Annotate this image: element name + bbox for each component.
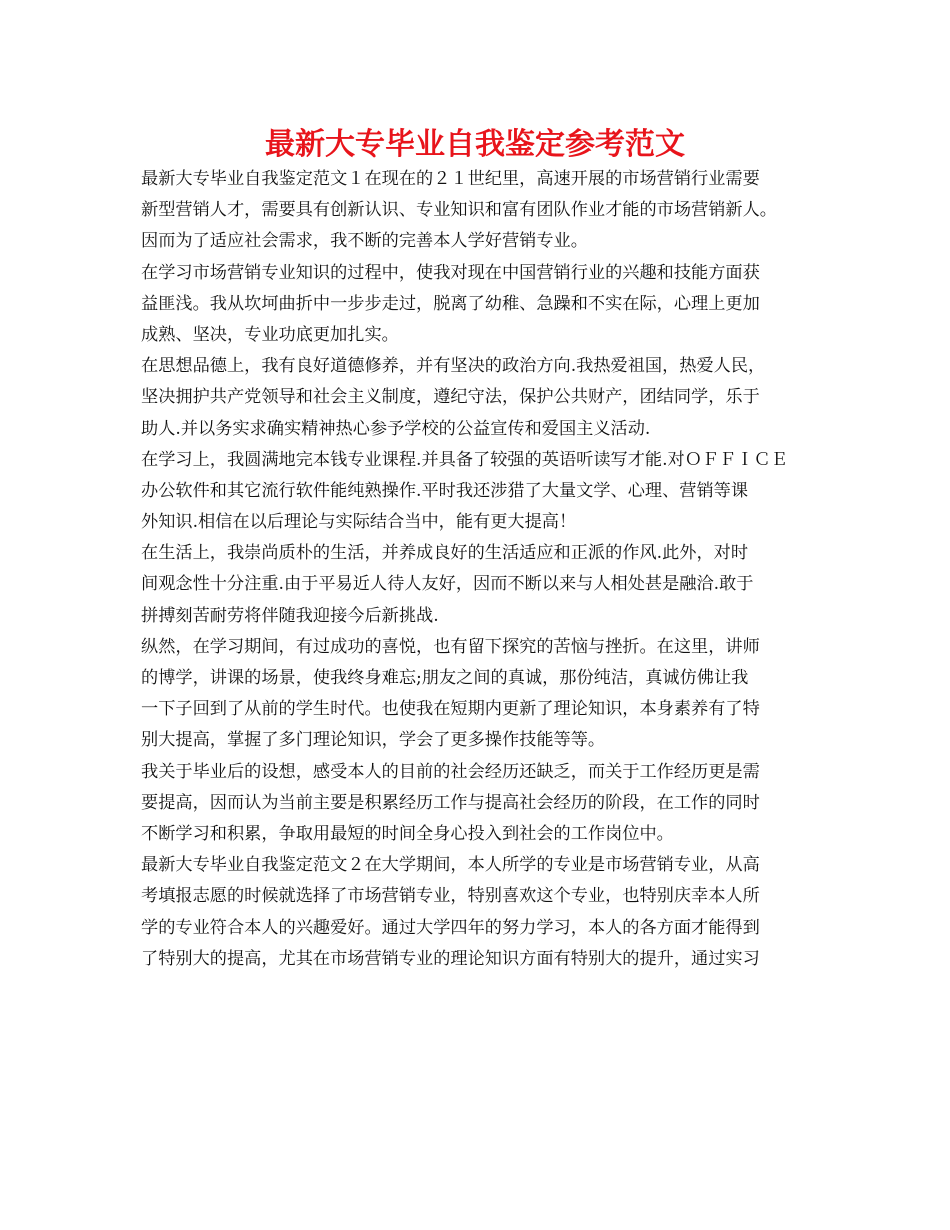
text-line: 考填报志愿的时候就选择了市场营销专业，特别喜欢这个专业，也特别庆幸本人所: [141, 886, 760, 907]
text-line: 的博学，讲课的场景，使我终身难忘;朋友之间的真诚，那份纯洁，真诚仿佛让我: [141, 668, 749, 688]
text-line: 助人.并以务实求确实精神热心参予学校的公益宣传和爱国主义活动.: [141, 418, 651, 439]
text-line: 在生活上，我崇尚质朴的生活，并养成良好的生活适应和正派的作风.此外，对时: [141, 543, 749, 564]
text-line: 益匪浅。我从坎坷曲折中一步步走过，脱离了幼稚、急躁和不实在际，心理上更加: [141, 293, 760, 314]
text-line: 我关于毕业后的设想，感受本人的目前的社会经历还缺乏，而关于工作经历更是需: [141, 761, 760, 782]
text-line: 外知识.相信在以后理论与实际结合当中，能有更大提高！: [141, 512, 577, 533]
text-line: 在学习上，我圆满地完本钱专业课程.并具备了较强的英语听读写才能.对ＯＦＦＩＣＥ: [141, 449, 788, 470]
text-line: 新型营销人才，需要具有创新认识、专业知识和富有团队作业才能的市场营销新人。: [141, 200, 777, 221]
text-line: 学的专业符合本人的兴趣爱好。通过大学四年的努力学习，本人的各方面才能得到: [141, 917, 760, 938]
text-line: 因而为了适应社会需求，我不断的完善本人学好营销专业。: [141, 231, 588, 252]
text-line: 最新大专毕业自我鉴定范文１在现在的２１世纪里，高速开展的市场营销行业需要: [141, 169, 760, 189]
text-line: 要提高，因而认为当前主要是积累经历工作与提高社会经历的阶段，在工作的同时: [141, 792, 760, 813]
text-line: 了特别大的提高，尤其在市场营销专业的理论知识方面有特别大的提升，通过实习: [141, 948, 760, 969]
text-line: 一下子回到了从前的学生时代。也使我在短期内更新了理论知识，本身素养有了特: [141, 699, 760, 720]
text-line: 纵然，在学习期间，有过成功的喜悦，也有留下探究的苦恼与挫折。在这里，讲师: [141, 636, 760, 657]
text-line: 间观念性十分注重.由于平易近人待人友好，因而不断以来与人相处甚是融洽.敢于: [141, 574, 754, 595]
text-line: 不断学习和积累，争取用最短的时间全身心投入到社会的工作岗位中。: [141, 823, 674, 844]
text-line: 成熟、坚决，专业功底更加扎实。: [141, 324, 399, 345]
text-line: 别大提高，掌握了多门理论知识，学会了更多操作技能等等。: [141, 730, 606, 751]
text-line: 坚决拥护共产党领导和社会主义制度，遵纪守法，保护公共财产，团结同学，乐于: [141, 387, 760, 408]
text-line: 在学习市场营销专业知识的过程中，使我对现在中国营销行业的兴趣和技能方面获: [141, 262, 760, 283]
document-title: 最新大专毕业自我鉴定参考范文: [265, 127, 685, 162]
text-line: 办公软件和其它流行软件能纯熟操作.平时我还涉猎了大量文学、心理、营销等课: [141, 480, 749, 501]
document-body: [141, 164, 813, 975]
text-line: 拼搏刻苦耐劳将伴随我迎接今后新挑战.: [141, 605, 439, 626]
text-line: 最新大专毕业自我鉴定范文２在大学期间，本人所学的专业是市场营销专业，从高: [141, 855, 760, 876]
text-line: 在思想品德上，我有良好道德修养，并有坚决的政治方向.我热爱祖国，热爱人民，: [141, 356, 766, 377]
